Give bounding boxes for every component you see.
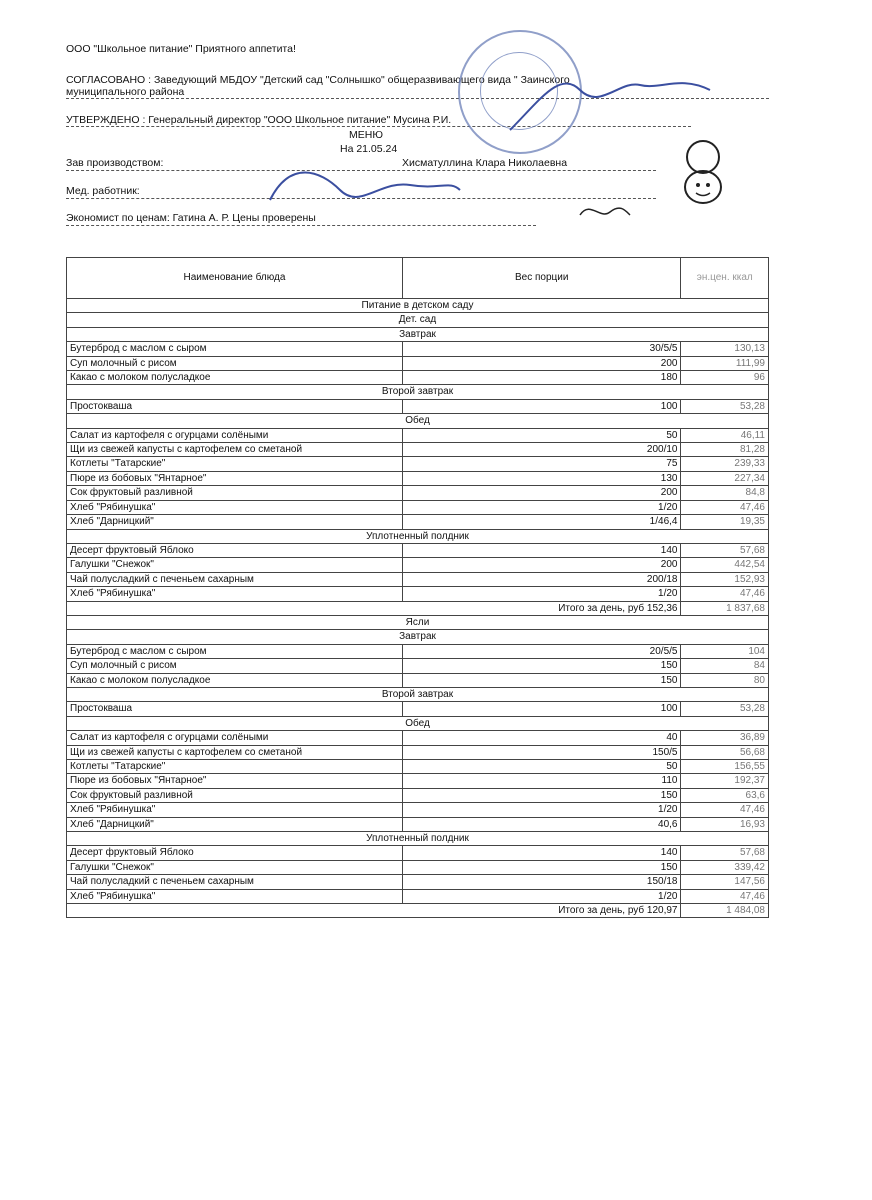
table-row [67,803,769,817]
section-row [67,529,769,543]
table-row [67,889,769,903]
total-spacer [67,601,403,615]
dish-kcal: 57,68 [681,543,769,557]
approved-line: УТВЕРЖДЕНО : Генеральный директор "ООО Школьное питание" Мусина Р.И. [66,114,452,126]
production-label: Зав производством: [66,157,164,169]
dish-kcal: 53,28 [681,702,769,716]
table-row [67,875,769,889]
dish-weight: 150 [402,788,681,802]
table-row [67,471,769,485]
table-row [67,342,769,356]
dish-kcal: 130,13 [681,342,769,356]
production-name: Хисматуллина Клара Николаевна [402,157,568,169]
dish-kcal: 63,6 [681,788,769,802]
dish-kcal: 104 [681,644,769,658]
dish-weight: 1/20 [402,803,681,817]
dish-kcal: 46,11 [681,428,769,442]
dish-weight: 130 [402,471,681,485]
table-row [67,774,769,788]
dish-kcal: 239,33 [681,457,769,471]
table-row [67,702,769,716]
table-row [67,731,769,745]
dish-kcal: 227,34 [681,471,769,485]
menu-date: На 21.05.24 [340,143,398,155]
dish-kcal: 156,55 [681,760,769,774]
table-row [67,659,769,673]
dish-kcal: 80 [681,673,769,687]
table-row [67,486,769,500]
dish-weight: 100 [402,399,681,413]
table-row [67,572,769,586]
dish-weight: 1/20 [402,500,681,514]
dish-weight: 20/5/5 [402,644,681,658]
table-row [67,817,769,831]
dish-name: Щи из свежей капусты с картофелем со сметаной [67,745,403,759]
dish-name: Бутерброд с маслом с сыром [67,342,403,356]
total-kcal: 1 837,68 [681,601,769,615]
dish-kcal: 47,46 [681,889,769,903]
dish-name: Сок фруктовый разливной [67,788,403,802]
dish-weight: 180 [402,371,681,385]
table-row [67,558,769,572]
section-label: Ясли [67,615,769,629]
table-row [67,673,769,687]
section-label: Дет. сад [67,313,769,327]
dish-name: Галушки "Снежок" [67,860,403,874]
table-row [67,860,769,874]
dish-name: Суп молочный с рисом [67,659,403,673]
dish-weight: 150 [402,860,681,874]
table-row [67,371,769,385]
dish-kcal: 53,28 [681,399,769,413]
dish-name: Хлеб "Рябинушка" [67,803,403,817]
dish-kcal: 56,68 [681,745,769,759]
dish-name: Щи из свежей капусты с картофелем со сметаной [67,443,403,457]
section-row [67,299,769,313]
section-label: Обед [67,414,769,428]
section-label: Завтрак [67,630,769,644]
dish-weight: 150 [402,659,681,673]
dish-name: Какао с молоком полусладкое [67,673,403,687]
total-label: Итого за день, руб 120,97 [402,904,681,918]
agreed-line: СОГЛАСОВАНО : Заведующий МБДОУ "Детский сад "Солнышко" общеразвивающего вида " Заинского [66,74,570,86]
dish-weight: 1/46,4 [402,515,681,529]
table-row [67,515,769,529]
section-row [67,716,769,730]
medic-label: Мед. работник: [66,185,140,197]
dish-kcal: 19,35 [681,515,769,529]
table-row [67,500,769,514]
dish-weight: 140 [402,543,681,557]
economist-line: Экономист по ценам: Гатина А. Р. Цены проверены [66,212,316,224]
dish-name: Десерт фруктовый Яблоко [67,846,403,860]
dish-weight: 200/10 [402,443,681,457]
dish-kcal: 57,68 [681,846,769,860]
dish-name: Сок фруктовый разливной [67,486,403,500]
dish-weight: 150/18 [402,875,681,889]
dish-kcal: 36,89 [681,731,769,745]
table-row [67,760,769,774]
section-row [67,327,769,341]
dish-weight: 110 [402,774,681,788]
dish-weight: 200 [402,486,681,500]
dish-kcal: 152,93 [681,572,769,586]
dish-name: Чай полусладкий с печеньем сахарным [67,875,403,889]
dish-name: Простокваша [67,702,403,716]
staff-signature [260,150,470,210]
dish-kcal: 84 [681,659,769,673]
dish-weight: 1/20 [402,587,681,601]
section-row [67,630,769,644]
table-row [67,399,769,413]
dish-name: Хлеб "Дарницкий" [67,515,403,529]
dish-kcal: 442,54 [681,558,769,572]
dish-name: Галушки "Снежок" [67,558,403,572]
dish-kcal: 84,8 [681,486,769,500]
table-row [67,443,769,457]
dish-name: Десерт фруктовый Яблоко [67,543,403,557]
agreed-line-cont: муниципального района [66,86,185,98]
dish-weight: 150/5 [402,745,681,759]
table-row [67,457,769,471]
dish-kcal: 47,46 [681,587,769,601]
table-row [67,846,769,860]
dish-weight: 40 [402,731,681,745]
table-row [67,587,769,601]
section-label: Второй завтрак [67,687,769,701]
table-row [67,356,769,370]
director-signature [500,60,720,140]
dish-name: Пюре из бобовых "Янтарное" [67,774,403,788]
column-header-kcal: эн.цен. ккал [681,258,769,299]
section-label: Питание в детском саду [67,299,769,313]
section-label: Уплотненный полдник [67,529,769,543]
table-row [67,788,769,802]
dish-weight: 200/18 [402,572,681,586]
section-label: Обед [67,716,769,730]
dish-name: Хлеб "Рябинушка" [67,500,403,514]
dish-kcal: 16,93 [681,817,769,831]
dish-weight: 200 [402,356,681,370]
total-row [67,904,769,918]
dish-kcal: 192,37 [681,774,769,788]
org-line: ООО "Школьное питание" Приятного аппетита! [66,43,296,55]
total-label: Итого за день, руб 152,36 [402,601,681,615]
dish-name: Котлеты "Татарские" [67,760,403,774]
table-row [67,644,769,658]
dish-name: Котлеты "Татарские" [67,457,403,471]
section-row [67,313,769,327]
dish-weight: 50 [402,428,681,442]
section-row [67,385,769,399]
table-row [67,543,769,557]
dish-kcal: 111,99 [681,356,769,370]
dish-weight: 30/5/5 [402,342,681,356]
dish-kcal: 147,56 [681,875,769,889]
dish-name: Салат из картофеля с огурцами солёными [67,428,403,442]
dish-weight: 50 [402,760,681,774]
dish-name: Какао с молоком полусладкое [67,371,403,385]
dish-name: Суп молочный с рисом [67,356,403,370]
table-row [67,745,769,759]
column-header-weight: Вес порции [402,258,681,299]
section-row [67,414,769,428]
column-header-name: Наименование блюда [67,258,403,299]
section-row [67,615,769,629]
dish-name: Хлеб "Дарницкий" [67,817,403,831]
section-row [67,832,769,846]
dish-weight: 140 [402,846,681,860]
dish-name: Простокваша [67,399,403,413]
dish-name: Бутерброд с маслом с сыром [67,644,403,658]
dish-weight: 200 [402,558,681,572]
dish-name: Хлеб "Рябинушка" [67,587,403,601]
dish-kcal: 47,46 [681,500,769,514]
total-row [67,601,769,615]
total-kcal: 1 484,08 [681,904,769,918]
dish-name: Пюре из бобовых "Янтарное" [67,471,403,485]
menu-table [66,257,769,918]
dish-weight: 75 [402,457,681,471]
menu-title: МЕНЮ [349,129,383,141]
dish-kcal: 339,42 [681,860,769,874]
dish-weight: 100 [402,702,681,716]
dish-weight: 150 [402,673,681,687]
dish-name: Салат из картофеля с огурцами солёными [67,731,403,745]
section-label: Завтрак [67,327,769,341]
dish-kcal: 81,28 [681,443,769,457]
economist-signature [575,200,635,225]
dish-weight: 40,6 [402,817,681,831]
dish-kcal: 47,46 [681,803,769,817]
table-row [67,428,769,442]
total-spacer [67,904,403,918]
dish-name: Хлеб "Рябинушка" [67,889,403,903]
dish-kcal: 96 [681,371,769,385]
section-row [67,687,769,701]
section-label: Второй завтрак [67,385,769,399]
section-label: Уплотненный полдник [67,832,769,846]
dish-weight: 1/20 [402,889,681,903]
table-header [67,258,769,299]
dish-name: Чай полусладкий с печеньем сахарным [67,572,403,586]
chef-logo [668,135,738,215]
